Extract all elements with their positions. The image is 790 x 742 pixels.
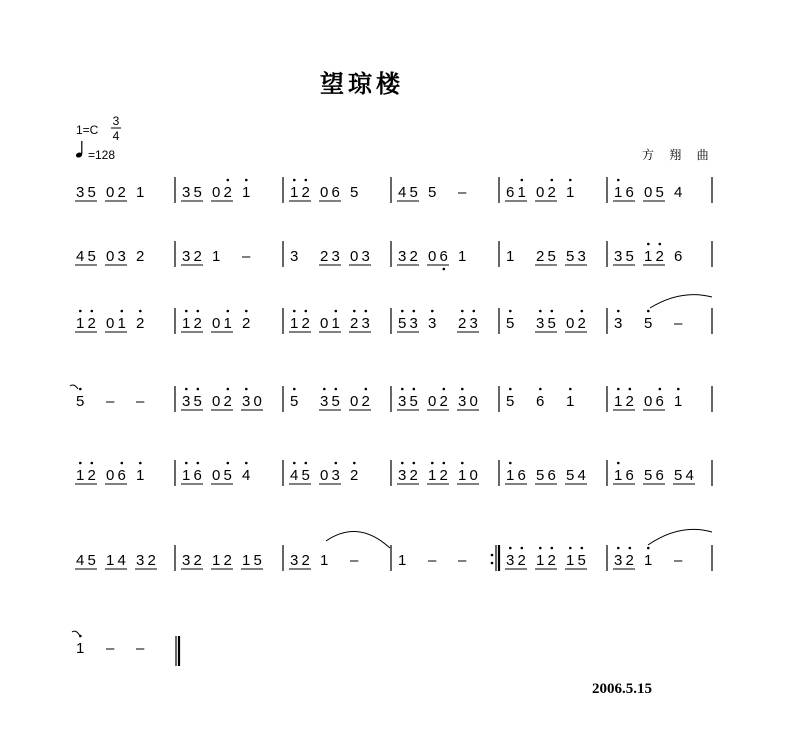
note: 3 <box>428 315 437 332</box>
note: 1 <box>517 184 526 201</box>
note: 4 <box>290 467 299 484</box>
note: 6 <box>655 467 664 484</box>
note: 0 <box>212 393 221 410</box>
note: 0 <box>106 467 115 484</box>
time-signature-top: 3 <box>112 114 120 128</box>
note: 5 <box>290 393 299 410</box>
note: 2 <box>536 248 545 265</box>
note: 0 <box>566 315 575 332</box>
note: 3 <box>182 552 191 569</box>
octave-up-dot <box>581 547 584 550</box>
octave-up-dot <box>509 388 512 391</box>
note: 3 <box>506 552 515 569</box>
note: 1 <box>117 315 126 332</box>
note: 2 <box>223 552 232 569</box>
note: 3 <box>290 248 299 265</box>
octave-up-dot <box>121 310 124 313</box>
octave-up-dot <box>293 462 296 465</box>
octave-up-dot <box>521 547 524 550</box>
note: 5 <box>87 184 96 201</box>
note: 2 <box>547 552 556 569</box>
note: 5 <box>566 248 575 265</box>
note: 1 <box>136 467 145 484</box>
octave-up-dot <box>305 462 308 465</box>
tie-arc <box>70 385 78 389</box>
note: 5 <box>506 393 515 410</box>
note: 2 <box>409 467 418 484</box>
octave-up-dot <box>227 310 230 313</box>
note: 1 <box>290 184 299 201</box>
note: 2 <box>117 184 126 201</box>
note: 1 <box>644 248 653 265</box>
note: 4 <box>76 552 85 569</box>
octave-up-dot <box>401 388 404 391</box>
note: 2 <box>87 315 96 332</box>
tie-arc <box>648 529 712 545</box>
note: 0 <box>212 467 221 484</box>
note: 2 <box>625 393 634 410</box>
note: 1 <box>458 467 467 484</box>
octave-up-dot <box>245 310 248 313</box>
note: 2 <box>136 315 145 332</box>
extension-dash: – <box>428 552 437 569</box>
note: 2 <box>409 248 418 265</box>
note: 6 <box>117 467 126 484</box>
note: 5 <box>253 552 262 569</box>
octave-up-dot <box>365 388 368 391</box>
note: 0 <box>644 393 653 410</box>
note: 6 <box>625 184 634 201</box>
note: 5 <box>644 315 653 332</box>
octave-up-dot <box>185 388 188 391</box>
octave-up-dot <box>551 179 554 182</box>
octave-up-dot <box>185 310 188 313</box>
note: 5 <box>625 248 634 265</box>
extension-dash: – <box>350 552 359 569</box>
note: 1 <box>614 393 623 410</box>
octave-up-dot <box>551 310 554 313</box>
repeat-dot <box>491 562 494 565</box>
note: 5 <box>223 467 232 484</box>
note: 1 <box>212 552 221 569</box>
note: 1 <box>106 552 115 569</box>
octave-up-dot <box>521 179 524 182</box>
note: 0 <box>320 184 329 201</box>
note: 0 <box>320 315 329 332</box>
note: 1 <box>76 315 85 332</box>
octave-up-dot <box>293 179 296 182</box>
octave-up-dot <box>227 179 230 182</box>
note: 0 <box>428 248 437 265</box>
note: 5 <box>350 184 359 201</box>
extension-dash: – <box>106 393 115 410</box>
note: 2 <box>350 315 359 332</box>
note: 1 <box>614 467 623 484</box>
note: 5 <box>506 315 515 332</box>
octave-up-dot <box>677 388 680 391</box>
note: 5 <box>577 552 586 569</box>
note: 2 <box>458 315 467 332</box>
octave-up-dot <box>659 243 662 246</box>
note: 3 <box>469 315 478 332</box>
note: 3 <box>458 393 467 410</box>
note: 4 <box>685 467 694 484</box>
octave-up-dot <box>659 388 662 391</box>
octave-up-dot <box>335 462 338 465</box>
octave-up-dot <box>581 310 584 313</box>
octave-up-dot <box>197 310 200 313</box>
octave-up-dot <box>401 462 404 465</box>
note: 2 <box>301 552 310 569</box>
octave-up-dot <box>461 310 464 313</box>
octave-up-dot <box>509 547 512 550</box>
note: 0 <box>469 467 478 484</box>
octave-up-dot <box>509 310 512 313</box>
note: 3 <box>361 315 370 332</box>
octave-up-dot <box>539 388 542 391</box>
note: 3 <box>361 248 370 265</box>
octave-up-dot <box>305 179 308 182</box>
octave-up-dot <box>413 310 416 313</box>
note: 2 <box>193 248 202 265</box>
note: 5 <box>409 393 418 410</box>
note: 1 <box>614 184 623 201</box>
octave-up-dot <box>245 388 248 391</box>
note: 1 <box>136 184 145 201</box>
note: 0 <box>106 248 115 265</box>
octave-up-dot <box>335 310 338 313</box>
octave-up-dot <box>139 310 142 313</box>
note: 1 <box>428 467 437 484</box>
octave-up-dot <box>227 462 230 465</box>
note: 3 <box>398 393 407 410</box>
octave-up-dot <box>431 462 434 465</box>
note: 2 <box>223 393 232 410</box>
note: 4 <box>76 248 85 265</box>
tempo-marking: =128 <box>88 148 116 162</box>
note: 1 <box>76 640 85 657</box>
octave-up-dot <box>353 462 356 465</box>
octave-up-dot <box>353 310 356 313</box>
note: 3 <box>136 552 145 569</box>
note: 1 <box>458 248 467 265</box>
note: 3 <box>76 184 85 201</box>
note: 0 <box>106 184 115 201</box>
octave-up-dot <box>647 243 650 246</box>
note: 0 <box>212 315 221 332</box>
note: 1 <box>566 184 575 201</box>
note: 2 <box>439 467 448 484</box>
key-signature: 1=C <box>76 123 99 137</box>
note: 1 <box>76 467 85 484</box>
note: 5 <box>536 467 545 484</box>
note: 0 <box>350 248 359 265</box>
composer-credit: 方 翔 曲 <box>642 148 715 162</box>
note: 4 <box>117 552 126 569</box>
note: 0 <box>536 184 545 201</box>
note: 0 <box>644 184 653 201</box>
note: 5 <box>193 184 202 201</box>
note: 6 <box>655 393 664 410</box>
note: 0 <box>106 315 115 332</box>
repeat-dot <box>491 554 494 557</box>
note: 5 <box>409 184 418 201</box>
note: 1 <box>674 393 683 410</box>
octave-up-dot <box>617 310 620 313</box>
octave-up-dot <box>139 462 142 465</box>
note: 5 <box>644 467 653 484</box>
note: 3 <box>331 248 340 265</box>
octave-up-dot <box>245 179 248 182</box>
octave-up-dot <box>647 310 650 313</box>
octave-up-dot <box>185 462 188 465</box>
note: 2 <box>87 467 96 484</box>
date-stamp: 2006.5.15 <box>592 681 652 697</box>
octave-up-dot <box>431 310 434 313</box>
octave-up-dot <box>551 547 554 550</box>
note: 3 <box>117 248 126 265</box>
note: 4 <box>674 184 683 201</box>
extension-dash: – <box>136 393 145 410</box>
note: 6 <box>331 184 340 201</box>
extension-dash: – <box>106 640 115 657</box>
octave-up-dot <box>617 462 620 465</box>
note: 3 <box>577 248 586 265</box>
note: 2 <box>350 467 359 484</box>
octave-up-dot <box>293 310 296 313</box>
note: 1 <box>182 467 191 484</box>
octave-up-dot <box>401 310 404 313</box>
extension-dash: – <box>674 552 683 569</box>
note: 6 <box>506 184 515 201</box>
note: 0 <box>253 393 262 410</box>
note: 1 <box>506 248 515 265</box>
note: 1 <box>182 315 191 332</box>
octave-up-dot <box>197 388 200 391</box>
octave-up-dot <box>293 388 296 391</box>
note: 3 <box>290 552 299 569</box>
octave-up-dot <box>323 388 326 391</box>
header <box>75 69 714 162</box>
note: 2 <box>193 552 202 569</box>
note: 5 <box>193 393 202 410</box>
note: 6 <box>625 467 634 484</box>
octave-up-dot <box>509 462 512 465</box>
note: 5 <box>547 315 556 332</box>
note: 5 <box>674 467 683 484</box>
extension-dash: – <box>242 248 251 265</box>
note: 3 <box>614 552 623 569</box>
note: 2 <box>193 315 202 332</box>
note: 2 <box>655 248 664 265</box>
octave-up-dot <box>91 462 94 465</box>
note: 1 <box>536 552 545 569</box>
note: 5 <box>76 393 85 410</box>
notation-body <box>70 177 712 666</box>
note: 1 <box>320 552 329 569</box>
note: 1 <box>212 248 221 265</box>
note: 5 <box>87 552 96 569</box>
note: 1 <box>566 552 575 569</box>
quarter-note-icon <box>75 141 83 158</box>
octave-up-dot <box>647 547 650 550</box>
note: 3 <box>320 393 329 410</box>
octave-up-dot <box>79 462 82 465</box>
octave-up-dot <box>443 462 446 465</box>
note: 2 <box>625 552 634 569</box>
note: 1 <box>331 315 340 332</box>
note: 2 <box>223 184 232 201</box>
note: 3 <box>409 315 418 332</box>
note: 1 <box>566 393 575 410</box>
octave-up-dot <box>245 462 248 465</box>
octave-up-dot <box>197 462 200 465</box>
time-signature-bottom: 4 <box>112 129 120 143</box>
extension-dash: – <box>136 640 145 657</box>
octave-up-dot <box>121 462 124 465</box>
note: 2 <box>147 552 156 569</box>
note: 0 <box>350 393 359 410</box>
note: 3 <box>242 393 251 410</box>
note: 3 <box>536 315 545 332</box>
note: 2 <box>320 248 329 265</box>
note: 5 <box>547 248 556 265</box>
note: 1 <box>506 467 515 484</box>
octave-up-dot <box>461 462 464 465</box>
note: 2 <box>301 315 310 332</box>
tie-arc <box>326 532 390 548</box>
extension-dash: – <box>458 552 467 569</box>
octave-up-dot <box>629 388 632 391</box>
octave-up-dot <box>617 179 620 182</box>
note: 1 <box>223 315 232 332</box>
octave-up-dot <box>305 310 308 313</box>
octave-up-dot <box>569 547 572 550</box>
octave-up-dot <box>569 179 572 182</box>
note: 3 <box>614 315 623 332</box>
note: 5 <box>87 248 96 265</box>
note: 3 <box>398 248 407 265</box>
octave-up-dot <box>227 388 230 391</box>
note: 4 <box>398 184 407 201</box>
octave-up-dot <box>79 388 82 391</box>
note: 6 <box>193 467 202 484</box>
octave-up-dot <box>335 388 338 391</box>
note: 3 <box>182 393 191 410</box>
note: 1 <box>290 315 299 332</box>
note: 6 <box>547 467 556 484</box>
extension-dash: – <box>674 315 683 332</box>
note: 5 <box>655 184 664 201</box>
note: 5 <box>566 467 575 484</box>
octave-up-dot <box>79 310 82 313</box>
note: 1 <box>242 184 251 201</box>
octave-up-dot <box>569 388 572 391</box>
note: 2 <box>301 184 310 201</box>
note: 4 <box>242 467 251 484</box>
note: 2 <box>517 552 526 569</box>
note: 3 <box>182 248 191 265</box>
song-title: 望琼楼 <box>320 69 404 98</box>
octave-up-dot <box>413 388 416 391</box>
note: 0 <box>212 184 221 201</box>
octave-up-dot <box>365 310 368 313</box>
note: 2 <box>577 315 586 332</box>
octave-up-dot <box>629 547 632 550</box>
note: 1 <box>398 552 407 569</box>
note: 6 <box>517 467 526 484</box>
note: 0 <box>428 393 437 410</box>
tie-arc <box>72 631 80 636</box>
note: 3 <box>182 184 191 201</box>
note: 3 <box>331 467 340 484</box>
note: 0 <box>469 393 478 410</box>
extension-dash: – <box>458 184 467 201</box>
octave-up-dot <box>443 388 446 391</box>
note: 3 <box>614 248 623 265</box>
note: 4 <box>577 467 586 484</box>
note: 2 <box>361 393 370 410</box>
tie-arc <box>650 295 712 308</box>
note: 6 <box>536 393 545 410</box>
octave-up-dot <box>617 547 620 550</box>
note: 3 <box>398 467 407 484</box>
note: 2 <box>547 184 556 201</box>
note: 1 <box>242 552 251 569</box>
note: 5 <box>301 467 310 484</box>
note: 2 <box>136 248 145 265</box>
octave-up-dot <box>461 388 464 391</box>
note: 1 <box>644 552 653 569</box>
octave-up-dot <box>539 310 542 313</box>
octave-up-dot <box>617 388 620 391</box>
note: 2 <box>242 315 251 332</box>
octave-up-dot <box>539 547 542 550</box>
note: 5 <box>331 393 340 410</box>
octave-up-dot <box>91 310 94 313</box>
octave-down-dot <box>443 268 446 271</box>
note: 5 <box>428 184 437 201</box>
octave-up-dot <box>413 462 416 465</box>
note: 5 <box>398 315 407 332</box>
octave-up-dot <box>473 310 476 313</box>
note: 6 <box>674 248 683 265</box>
note: 2 <box>439 393 448 410</box>
note: 6 <box>439 248 448 265</box>
note: 0 <box>320 467 329 484</box>
